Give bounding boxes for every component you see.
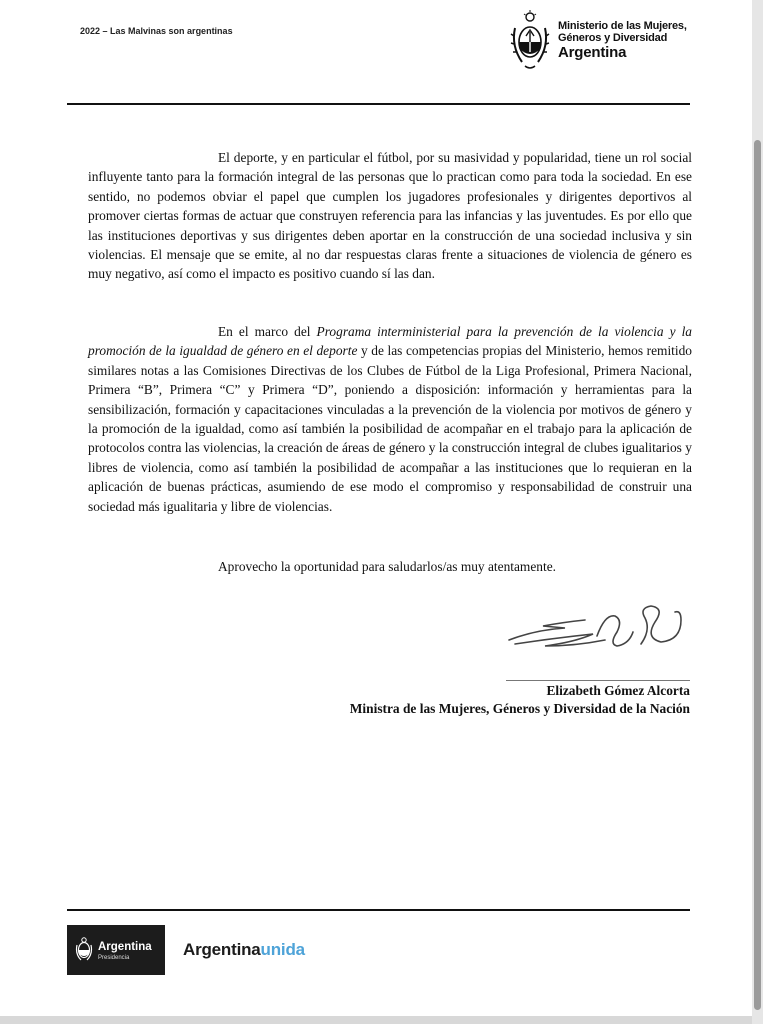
signature-line	[506, 680, 690, 681]
paragraph-2-text	[88, 322, 692, 516]
badge-title: Argentina	[98, 941, 152, 953]
closing-text: Aprovecho la oportunidad para saludarlos/as muy atentamente.	[218, 559, 557, 574]
signer-name: Elizabeth Gómez Alcorta	[546, 683, 690, 698]
ministry-name	[558, 20, 687, 59]
coat-of-arms-icon	[508, 8, 552, 72]
brand-accent: unida	[260, 940, 305, 959]
ministry-line-1: Ministerio de las Mujeres,	[558, 20, 687, 32]
header-motto: 2022 – Las Malvinas son argentinas	[80, 26, 233, 36]
brand-main: Argentina	[183, 940, 261, 959]
ministry-line-2: Géneros y Diversidad	[558, 32, 668, 44]
program-name: Programa interministerial para la prevención de la violencia y la promoción de la igualdad de género en el deporte	[88, 324, 692, 359]
paragraph-3	[88, 557, 692, 576]
page-bottom-edge	[0, 1016, 752, 1024]
signer-title: Ministra de las Mujeres, Géneros y Diversidad de la Nación	[349, 701, 690, 716]
paragraph-2-rest: y de las competencias propias del Ministerio, hemos remitido similares notas a las Comisiones Directivas de los Clubes de Fútbol de la Liga Profesional, Primera Nacional, Primera “B”, Primera “C” y Primera “D”, poniendo a disposición: información y herramientas para la sensibilización, formación y capacitaciones vinculadas a la prevención de la violencia por motivos de género y la promoción de la igualdad, como así también la posibilidad de acompañar en el trabajo para la aplicación de protocolos contra las violencias, la creación de áreas de género y la construcción integral de clubes igualitarios y libres de violencia, como así también la posibilidad de acompañar a las instituciones que lo requieran en la aplicación de buenas prácticas, asumiendo de ese modo el compromiso y responsabilidad de construir una sociedad más igualitaria y libre de violencias.	[88, 343, 692, 514]
paragraph-1-text: El deporte, y en particular el fútbol, por su masividad y popularidad, tiene un rol social influyente tanto para la formación integral de las personas que lo practican como para toda la sociedad. En ese sentido, no podemos obviar el papel que cumplen los jugadores profesionales y dirigentes deportivos al promover ciertas formas de actuar que construyen referencia para las infancias y las juventudes. Es por ello que las instituciones deportivas y sus dirigentes deben aportar en la construcción de una sociedad inclusiva y sin violencias. El mensaje que se emite, al no dar respuestas claras frente a situaciones de violencia de género es muy negativo, así como el impacto es positivo cuando sí las dan.	[88, 150, 692, 282]
paragraph-1	[88, 148, 692, 284]
paragraph-2	[88, 322, 692, 516]
coat-of-arms-icon	[75, 936, 93, 962]
scrollbar-thumb[interactable]	[754, 140, 761, 1010]
vertical-scrollbar[interactable]	[752, 0, 763, 1024]
paragraph-2-lead: En el marco del	[218, 324, 317, 339]
argentina-unida-logo	[183, 940, 305, 960]
signature-image	[505, 600, 695, 655]
ministry-country: Argentina	[558, 44, 627, 61]
header-divider	[67, 103, 690, 105]
badge-subtitle: Presidencia	[98, 955, 130, 961]
ministry-logo	[508, 8, 688, 72]
footer-divider	[67, 909, 690, 911]
presidencia-badge	[67, 925, 165, 975]
